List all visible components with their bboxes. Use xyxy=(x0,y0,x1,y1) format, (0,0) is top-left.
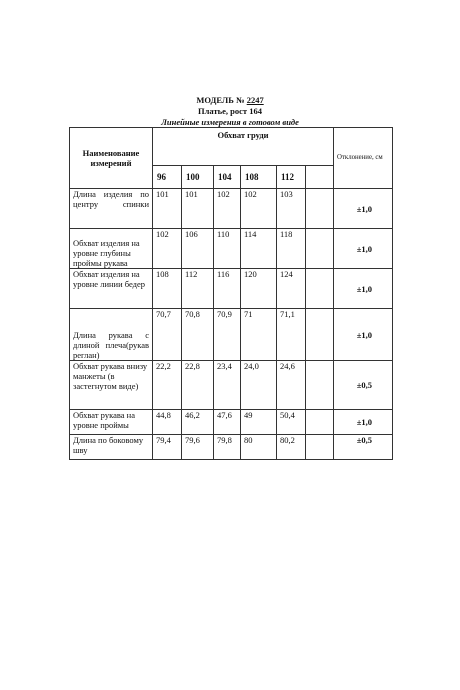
deviation-value: ±1,0 xyxy=(334,269,393,309)
deviation-value: ±1,0 xyxy=(334,309,393,361)
deviation-column-header: Отклонение, см xyxy=(334,128,393,189)
measurement-value: 70,8 xyxy=(182,309,214,361)
size-header: 104 xyxy=(214,166,241,189)
girth-column-header: Обхват груди xyxy=(153,128,334,166)
table-row xyxy=(70,229,393,269)
measurement-name: Обхват рукава на уровне проймы xyxy=(70,410,153,435)
measurement-value: 80 xyxy=(241,435,277,460)
measurement-value xyxy=(306,410,334,435)
deviation-value: ±0,5 xyxy=(334,435,393,460)
measurement-value: 101 xyxy=(153,189,182,229)
measurement-value: 44,8 xyxy=(153,410,182,435)
table-row xyxy=(70,410,393,435)
deviation-value: ±1,0 xyxy=(334,229,393,269)
measurement-value: 70,7 xyxy=(153,309,182,361)
measurement-value: 108 xyxy=(153,269,182,309)
measurement-value: 103 xyxy=(277,189,306,229)
measurement-value: 71,1 xyxy=(277,309,306,361)
table-row xyxy=(70,309,393,361)
measurement-value: 80,2 xyxy=(277,435,306,460)
table-row xyxy=(70,435,393,460)
deviation-value: ±0,5 xyxy=(334,361,393,410)
measurement-value: 101 xyxy=(182,189,214,229)
measurement-value: 106 xyxy=(182,229,214,269)
measurement-value xyxy=(306,309,334,361)
table-caption: Линейные измерения в готовом виде xyxy=(161,117,299,127)
table-row xyxy=(70,269,393,309)
size-header: 112 xyxy=(277,166,306,189)
measurement-value xyxy=(306,435,334,460)
measurement-value: 47,6 xyxy=(214,410,241,435)
measurement-value xyxy=(306,189,334,229)
measurement-value xyxy=(306,229,334,269)
measurement-value xyxy=(306,269,334,309)
measurement-name: Обхват изделия на уровне глубины проймы рукава xyxy=(70,229,153,269)
measurement-value: 79,4 xyxy=(153,435,182,460)
measurement-value: 110 xyxy=(214,229,241,269)
table-row xyxy=(70,361,393,410)
measurement-value: 22,2 xyxy=(153,361,182,410)
measurement-name: Длина изделия по центру спинки xyxy=(70,189,153,229)
garment-subtitle: Платье, рост 164 xyxy=(198,106,262,116)
name-column-header: Наименование измерений xyxy=(70,128,153,189)
measurement-value: 120 xyxy=(241,269,277,309)
measurement-value: 102 xyxy=(241,189,277,229)
measurements-table xyxy=(69,127,393,460)
measurement-value: 118 xyxy=(277,229,306,269)
measurement-value: 71 xyxy=(241,309,277,361)
measurement-value: 70,9 xyxy=(214,309,241,361)
table-row xyxy=(70,189,393,229)
deviation-value: ±1,0 xyxy=(334,189,393,229)
measurement-value: 116 xyxy=(214,269,241,309)
size-header: 100 xyxy=(182,166,214,189)
measurement-value: 114 xyxy=(241,229,277,269)
measurement-name: Длина по боковому шву xyxy=(70,435,153,460)
measurement-name: Обхват изделия на уровне линии бедер xyxy=(70,269,153,309)
size-header: 108 xyxy=(241,166,277,189)
header-row xyxy=(70,128,393,166)
measurement-name: Обхват рукава внизу манжеты (в застегнутом виде) xyxy=(70,361,153,410)
measurement-value: 50,4 xyxy=(277,410,306,435)
measurement-value xyxy=(306,361,334,410)
measurement-value: 102 xyxy=(214,189,241,229)
measurement-value: 112 xyxy=(182,269,214,309)
measurement-value: 124 xyxy=(277,269,306,309)
measurement-value: 24,6 xyxy=(277,361,306,410)
measurement-value: 102 xyxy=(153,229,182,269)
size-header: 96 xyxy=(153,166,182,189)
measurement-value: 49 xyxy=(241,410,277,435)
measurement-value: 79,6 xyxy=(182,435,214,460)
model-number: 2247 xyxy=(246,95,264,105)
measurement-value: 24,0 xyxy=(241,361,277,410)
measurement-name: Длина рукава с длиной плеча(рукав реглан) xyxy=(70,309,153,361)
measurement-value: 22,8 xyxy=(182,361,214,410)
model-label: МОДЕЛЬ № xyxy=(196,95,245,105)
measurement-value: 79,8 xyxy=(214,435,241,460)
measurement-value: 23,4 xyxy=(214,361,241,410)
model-title xyxy=(0,95,460,105)
size-header xyxy=(306,166,334,189)
measurement-value: 46,2 xyxy=(182,410,214,435)
deviation-value: ±1,0 xyxy=(334,410,393,435)
